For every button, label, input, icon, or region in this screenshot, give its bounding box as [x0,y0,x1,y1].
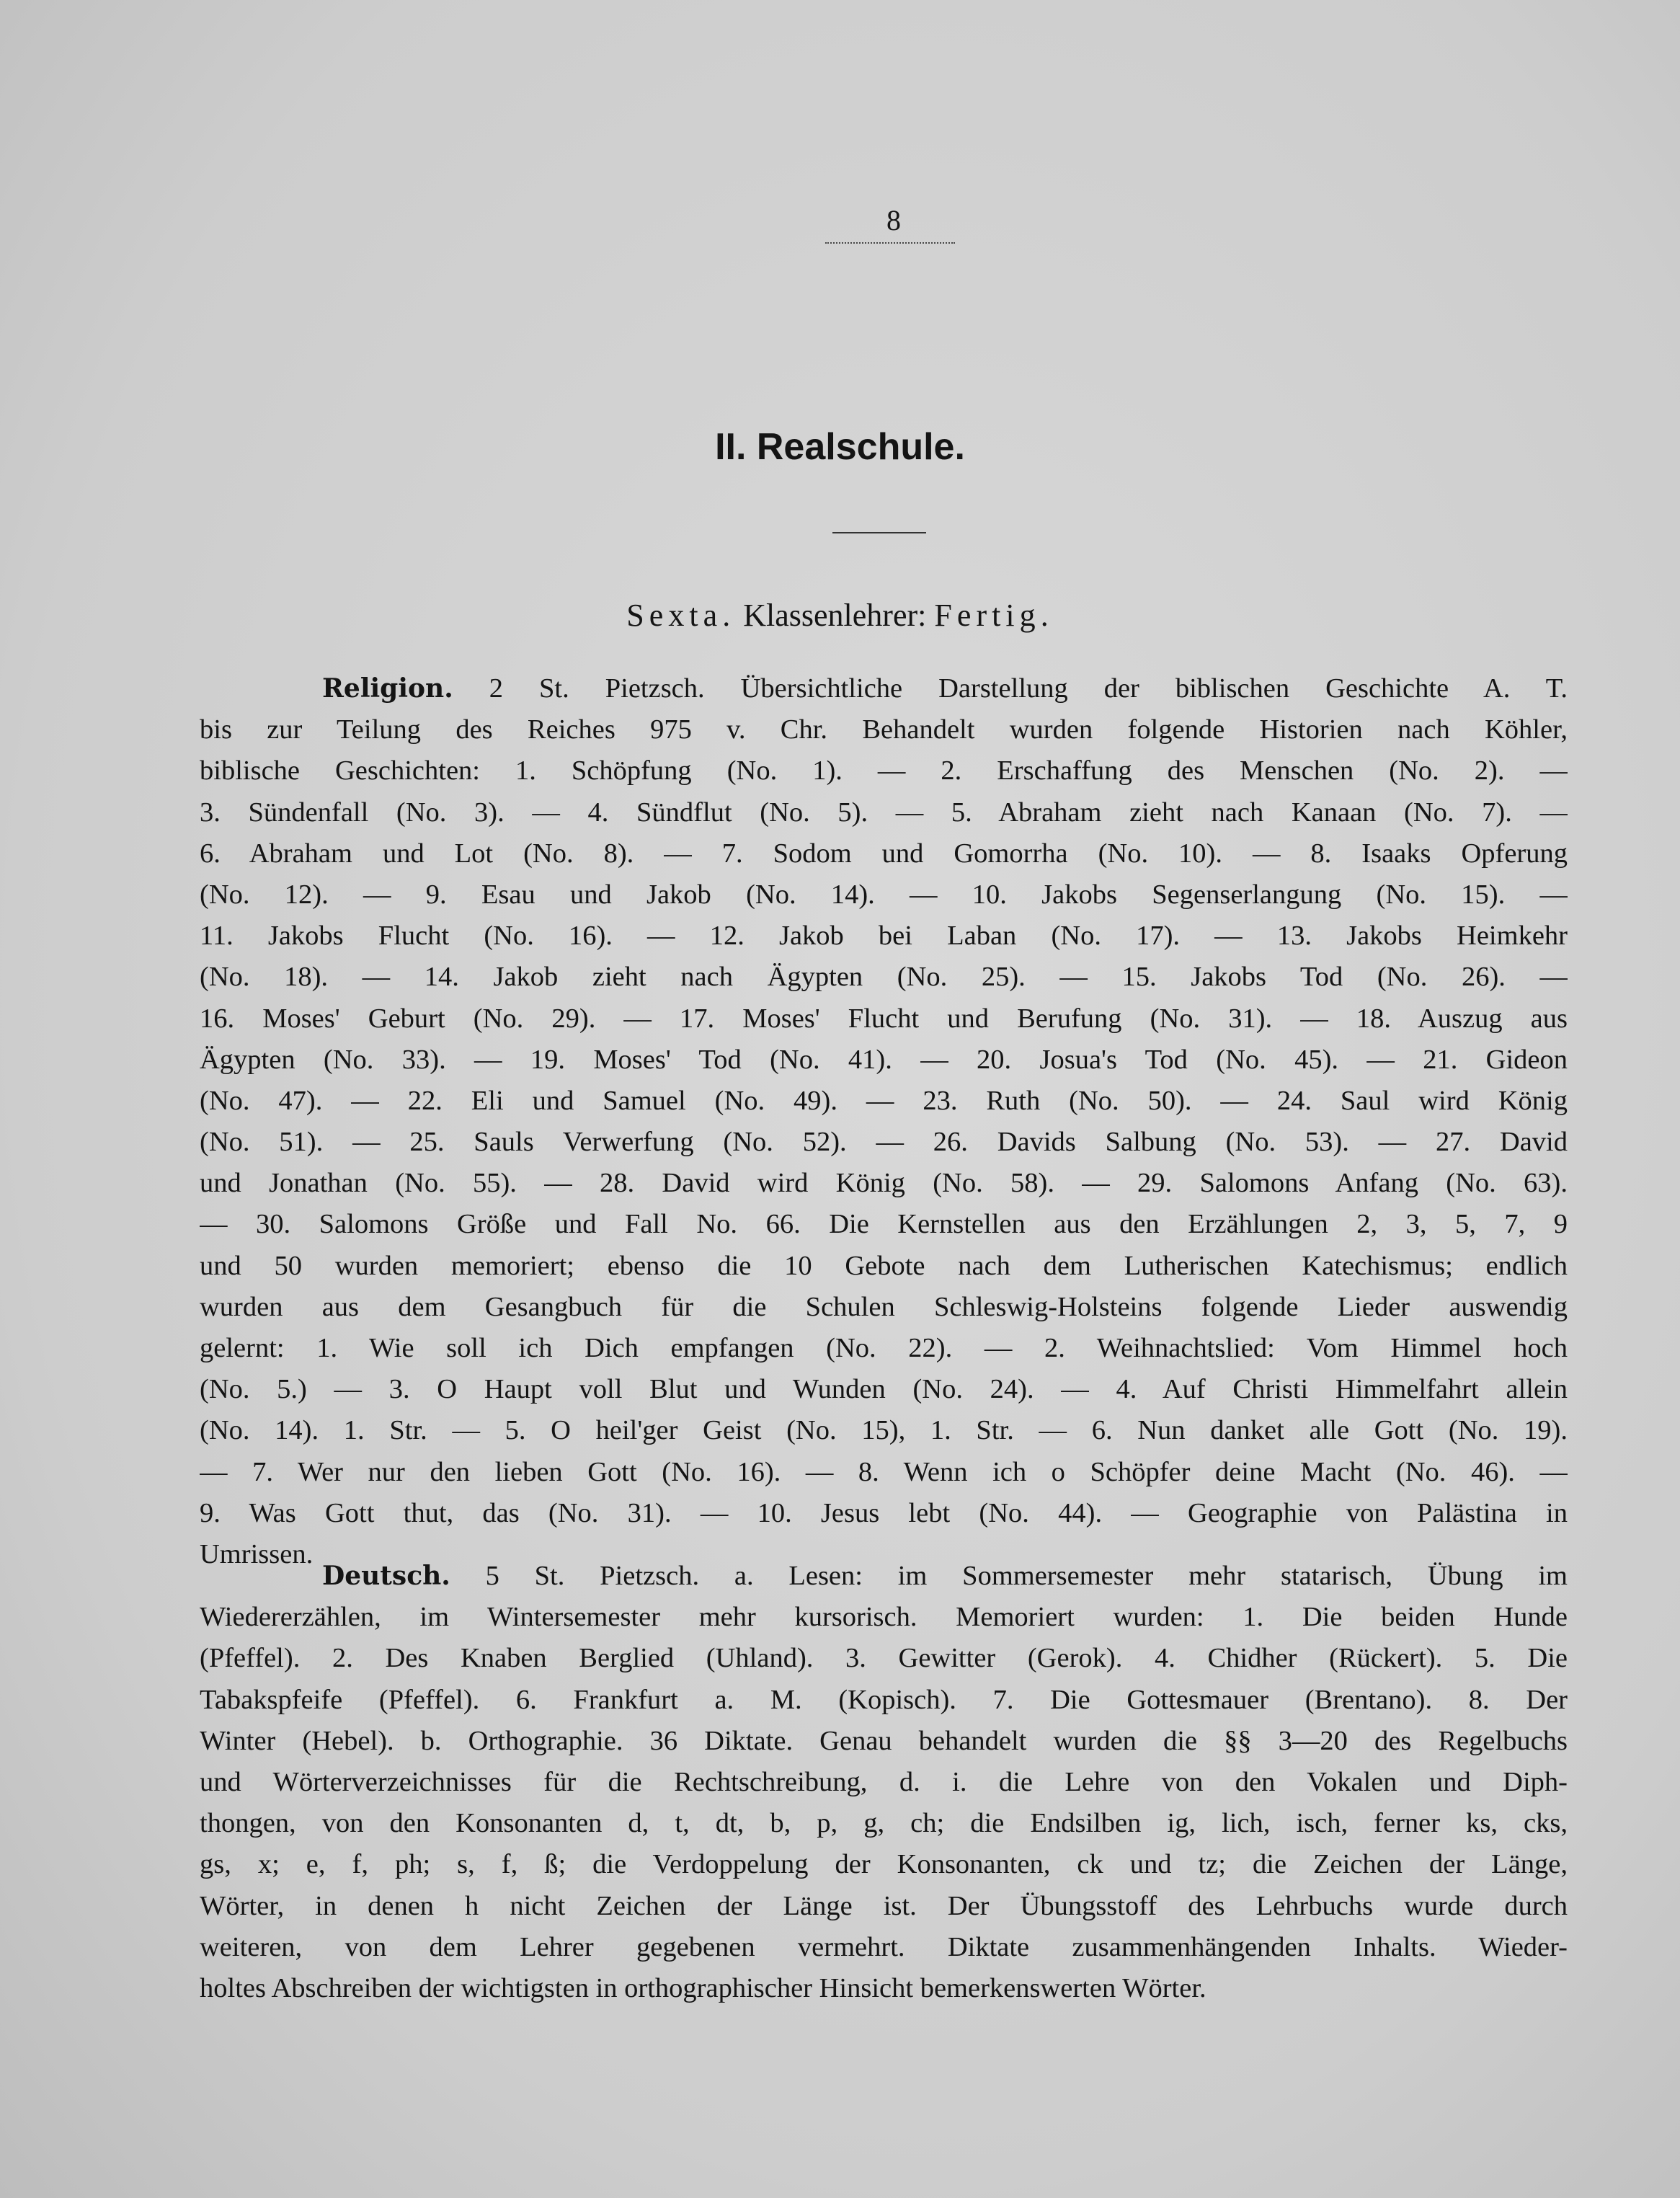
religion-line-text: und 50 wurden memoriert; ebenso die 10 Gebote nach dem Lutherischen Katechismus; endlich [200,1250,1568,1281]
class-heading [0,595,1680,636]
religion-text-line [200,1204,1568,1245]
section-title: II. Realschule. [715,426,965,468]
religion-line-text: (No. 47). — 22. Eli und Samuel (No. 49). — 23. Ruth (No. 50). — 24. Saul wird König [200,1085,1568,1116]
deutsch-line-text: holtes Abschreiben der wichtigsten in orthographischer Hinsicht bemerkenswerten Wörter. [200,1972,1206,2003]
religion-text-line [200,1040,1568,1081]
deutsch-line-text: thongen, von den Konsonanten d, t, dt, b, p, g, ch; die Endsilben ig, lich, isch, ferner ks, cks, [200,1808,1568,1839]
class-name: Sexta. [626,598,736,633]
religion-line-text: und Jonathan (No. 55). — 28. David wird König (No. 58). — 29. Salomons Anfang (No. 63). [200,1168,1568,1199]
religion-text-line [200,1287,1568,1328]
religion-line-text: 2 St. Pietzsch. Übersichtliche Darstellung der biblischen Geschichte A. T. [489,673,1568,704]
deutsch-subject-heading: Deutsch. [322,1561,450,1591]
religion-text-line [200,1410,1568,1451]
deutsch-line-text: gs, x; e, f, ph; s, f, ß; die Verdoppelung der Konsonanten, ck und tz; die Zeichen der Länge, [200,1849,1568,1880]
class-teacher-label: Klassenlehrer: [743,598,927,633]
religion-line-text: — 7. Wer nur den lieben Gott (No. 16). — 8. Wenn ich o Schöpfer deine Macht (No. 46). — [200,1456,1568,1487]
deutsch-text-line [200,1886,1568,1927]
religion-line-text: — 30. Salomons Größe und Fall No. 66. Die Kernstellen aus den Erzählungen 2, 3, 5, 7, 9 [200,1209,1568,1240]
religion-line-text: 9. Was Gott thut, das (No. 31). — 10. Jesus lebt (No. 44). — Geographie von Palästina in [200,1497,1568,1528]
deutsch-text-line [200,1638,1568,1679]
religion-text-line [200,1493,1568,1534]
deutsch-text-line [200,1844,1568,1885]
religion-text-line [200,668,1568,709]
deutsch-line-text: weiteren, von dem Lehrer gegebenen vermehrt. Diktate zusammenhängenden Inhalts. Wieder- [200,1931,1568,1962]
deutsch-line-text: (Pfeffel). 2. Des Knaben Berglied (Uhland). 3. Gewitter (Gerok). 4. Chidher (Rückert). 5. Die [200,1643,1568,1674]
religion-subject-heading: Religion. [322,673,453,704]
deutsch-line-text: 5 St. Pietzsch. a. Lesen: im Sommersemester mehr statarisch, Übung im [485,1561,1568,1591]
deutsch-text-line [200,1927,1568,1968]
religion-text-line [200,1081,1568,1122]
religion-text-line [200,874,1568,916]
deutsch-line-text: Winter (Hebel). b. Orthographie. 36 Diktate. Genau behandelt wurden die §§ 3—20 des Regelbuchs [200,1725,1568,1756]
religion-line-text: (No. 12). — 9. Esau und Jakob (No. 14). — 10. Jakobs Segenserlangung (No. 15). — [200,879,1568,910]
class-teacher-name: Fertig. [934,598,1054,633]
deutsch-line-text: Wiedererzählen, im Wintersemester mehr kursorisch. Memoriert wurden: 1. Die beiden Hunde [200,1602,1568,1633]
page-number-underline [825,242,955,244]
religion-line-text: (No. 18). — 14. Jakob zieht nach Ägypten (No. 25). — 15. Jakobs Tod (No. 26). — [200,962,1568,993]
religion-text-line [200,1328,1568,1369]
religion-text-line [200,792,1568,833]
religion-text-line [200,1122,1568,1163]
deutsch-line-text: und Wörterverzeichnisses für die Rechtschreibung, d. i. die Lehre von den Vokalen und Diph- [200,1766,1568,1797]
deutsch-text-line [200,1762,1568,1803]
religion-text-line [200,1246,1568,1287]
religion-line-text: wurden aus dem Gesangbuch für die Schulen Schleswig-Holsteins folgende Lieder auswendig [200,1291,1568,1322]
religion-text-line [200,750,1568,792]
religion-line-text: gelernt: 1. Wie soll ich Dich empfangen (No. 22). — 2. Weihnachtslied: Vom Himmel hoch [200,1333,1568,1363]
deutsch-text-line [200,1597,1568,1638]
deutsch-text-line [200,1803,1568,1844]
religion-line-text: 16. Moses' Geburt (No. 29). — 17. Moses' Flucht und Berufung (No. 31). — 18. Auszug aus [200,1003,1568,1034]
religion-line-text: biblische Geschichten: 1. Schöpfung (No. 1). — 2. Erschaffung des Menschen (No. 2). — [200,755,1568,786]
religion-line-text: (No. 14). 1. Str. — 5. O heil'ger Geist (No. 15), 1. Str. — 6. Nun danket alle Gott (No. 19). [200,1415,1568,1446]
religion-line-text: 11. Jakobs Flucht (No. 16). — 12. Jakob bei Laban (No. 17). — 13. Jakobs Heimkehr [200,921,1568,952]
religion-text-line [200,1452,1568,1493]
title-divider [832,532,926,533]
page-number: 8 [886,204,901,236]
deutsch-line-text: Wörter, in denen h nicht Zeichen der Länge ist. Der Übungsstoff des Lehrbuchs wurde durch [200,1890,1568,1921]
deutsch-text-line [200,1556,1568,1597]
religion-text-line [200,833,1568,874]
religion-line-text: (No. 5.) — 3. O Haupt voll Blut und Wunden (No. 24). — 4. Auf Christi Himmelfahrt allein [200,1374,1568,1405]
religion-line-text: (No. 51). — 25. Sauls Verwerfung (No. 52). — 26. Davids Salbung (No. 53). — 27. David [200,1127,1568,1158]
religion-line-text: 6. Abraham und Lot (No. 8). — 7. Sodom und Gomorrha (No. 10). — 8. Isaaks Opferung [200,838,1568,869]
religion-line-text: bis zur Teilung des Reiches 975 v. Chr. Behandelt wurden folgende Historien nach Köhler, [200,714,1568,745]
religion-text-line [200,916,1568,957]
religion-line-text: Umrissen. [200,1538,314,1569]
religion-text-line [200,709,1568,750]
religion-text-line [200,957,1568,998]
religion-text-line [200,1163,1568,1204]
deutsch-text-line [200,1968,1568,2009]
deutsch-line-text: Tabakspfeife (Pfeffel). 6. Frankfurt a. M. (Kopisch). 7. Die Gottesmauer (Brentano). 8. Der [200,1684,1568,1715]
religion-line-text: Ägypten (No. 33). — 19. Moses' Tod (No. 41). — 20. Josua's Tod (No. 45). — 21. Gideon [200,1044,1568,1075]
religion-line-text: 3. Sündenfall (No. 3). — 4. Sündflut (No. 5). — 5. Abraham zieht nach Kanaan (No. 7). — [200,797,1568,828]
deutsch-section [200,1556,1568,2009]
religion-text-line [200,1369,1568,1410]
religion-text-line [200,998,1568,1040]
religion-section [200,668,1568,1575]
deutsch-text-line [200,1680,1568,1721]
deutsch-text-line [200,1721,1568,1762]
